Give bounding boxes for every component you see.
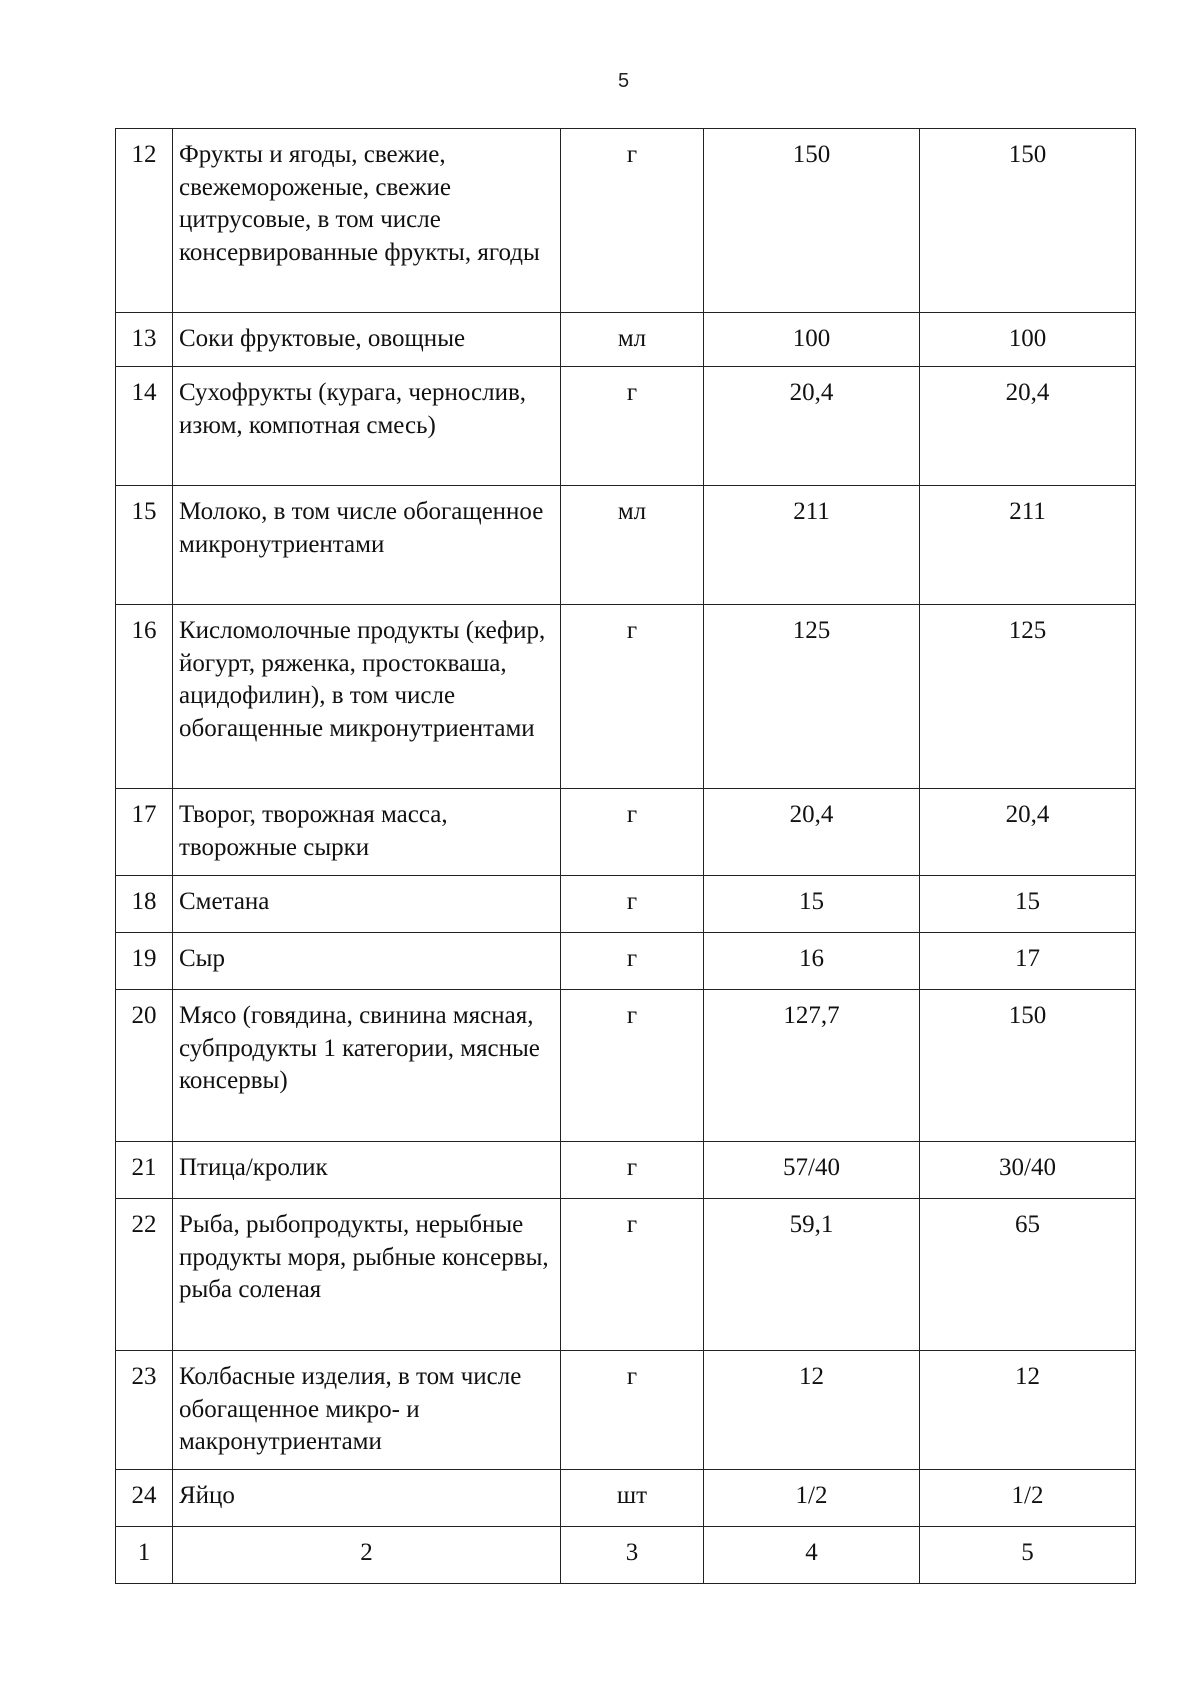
column-number: 5 xyxy=(920,1527,1136,1584)
value-col-4: 100 xyxy=(704,313,920,367)
table-row xyxy=(116,1351,1136,1470)
product-name: Мясо (говядина, свинина мясная, субпродукты 1 категории, мясные консервы) xyxy=(173,990,561,1142)
value-col-5: 100 xyxy=(920,313,1136,367)
unit: шт xyxy=(561,1470,704,1527)
row-number: 21 xyxy=(116,1142,173,1199)
column-number: 1 xyxy=(116,1527,173,1584)
value-col-4: 211 xyxy=(704,486,920,605)
table-row xyxy=(116,605,1136,789)
unit: г xyxy=(561,789,704,876)
value-col-4: 150 xyxy=(704,129,920,313)
product-name: Колбасные изделия, в том числе обогащенное микро- и макронутриентами xyxy=(173,1351,561,1470)
value-col-4: 127,7 xyxy=(704,990,920,1142)
row-number: 15 xyxy=(116,486,173,605)
table-row xyxy=(116,1199,1136,1351)
unit: г xyxy=(561,1142,704,1199)
row-number: 18 xyxy=(116,876,173,933)
column-numbering-row xyxy=(116,1527,1136,1584)
table-row xyxy=(116,313,1136,367)
column-number: 3 xyxy=(561,1527,704,1584)
row-number: 19 xyxy=(116,933,173,990)
row-number: 14 xyxy=(116,367,173,486)
product-name: Рыба, рыбопродукты, нерыбные продукты моря, рыбные консервы, рыба соленая xyxy=(173,1199,561,1351)
value-col-5: 20,4 xyxy=(920,367,1136,486)
row-number: 17 xyxy=(116,789,173,876)
row-number: 23 xyxy=(116,1351,173,1470)
product-name: Соки фруктовые, овощные xyxy=(173,313,561,367)
unit: г xyxy=(561,1351,704,1470)
unit: мл xyxy=(561,486,704,605)
product-name: Сыр xyxy=(173,933,561,990)
unit: г xyxy=(561,129,704,313)
row-number: 20 xyxy=(116,990,173,1142)
product-name: Сметана xyxy=(173,876,561,933)
product-name: Яйцо xyxy=(173,1470,561,1527)
value-col-5: 211 xyxy=(920,486,1136,605)
value-col-4: 20,4 xyxy=(704,367,920,486)
value-col-4: 20,4 xyxy=(704,789,920,876)
unit: г xyxy=(561,605,704,789)
value-col-4: 59,1 xyxy=(704,1199,920,1351)
product-name: Кисломолочные продукты (кефир, йогурт, ряженка, простокваша, ацидофилин), в том числе обогащенные микронутриентами xyxy=(173,605,561,789)
row-number: 12 xyxy=(116,129,173,313)
column-number: 2 xyxy=(173,1527,561,1584)
value-col-5: 12 xyxy=(920,1351,1136,1470)
value-col-5: 125 xyxy=(920,605,1136,789)
unit: г xyxy=(561,367,704,486)
table-row xyxy=(116,486,1136,605)
product-name: Сухофрукты (курага, чернослив, изюм, компотная смесь) xyxy=(173,367,561,486)
table-row xyxy=(116,1142,1136,1199)
table-row xyxy=(116,990,1136,1142)
table-row xyxy=(116,129,1136,313)
value-col-4: 125 xyxy=(704,605,920,789)
value-col-5: 150 xyxy=(920,990,1136,1142)
table-row xyxy=(116,367,1136,486)
value-col-4: 15 xyxy=(704,876,920,933)
row-number: 16 xyxy=(116,605,173,789)
value-col-5: 150 xyxy=(920,129,1136,313)
unit: мл xyxy=(561,313,704,367)
unit: г xyxy=(561,933,704,990)
value-col-5: 30/40 xyxy=(920,1142,1136,1199)
table-row xyxy=(116,1470,1136,1527)
row-number: 24 xyxy=(116,1470,173,1527)
page-number: 5 xyxy=(617,70,630,92)
product-name: Птица/кролик xyxy=(173,1142,561,1199)
value-col-4: 1/2 xyxy=(704,1470,920,1527)
table-row xyxy=(116,789,1136,876)
unit: г xyxy=(561,1199,704,1351)
product-name: Фрукты и ягоды, свежие, свежемороженые, свежие цитрусовые, в том числе консервированные фрукты, ягоды xyxy=(173,129,561,313)
row-number: 13 xyxy=(116,313,173,367)
food-norms-table xyxy=(115,128,1136,1584)
value-col-5: 15 xyxy=(920,876,1136,933)
unit: г xyxy=(561,990,704,1142)
table-row xyxy=(116,876,1136,933)
product-name: Молоко, в том числе обогащенное микронутриентами xyxy=(173,486,561,605)
value-col-4: 16 xyxy=(704,933,920,990)
unit: г xyxy=(561,876,704,933)
value-col-5: 1/2 xyxy=(920,1470,1136,1527)
product-name: Творог, творожная масса, творожные сырки xyxy=(173,789,561,876)
row-number: 22 xyxy=(116,1199,173,1351)
table-row xyxy=(116,933,1136,990)
value-col-5: 65 xyxy=(920,1199,1136,1351)
column-number: 4 xyxy=(704,1527,920,1584)
value-col-5: 17 xyxy=(920,933,1136,990)
value-col-4: 12 xyxy=(704,1351,920,1470)
value-col-5: 20,4 xyxy=(920,789,1136,876)
value-col-4: 57/40 xyxy=(704,1142,920,1199)
